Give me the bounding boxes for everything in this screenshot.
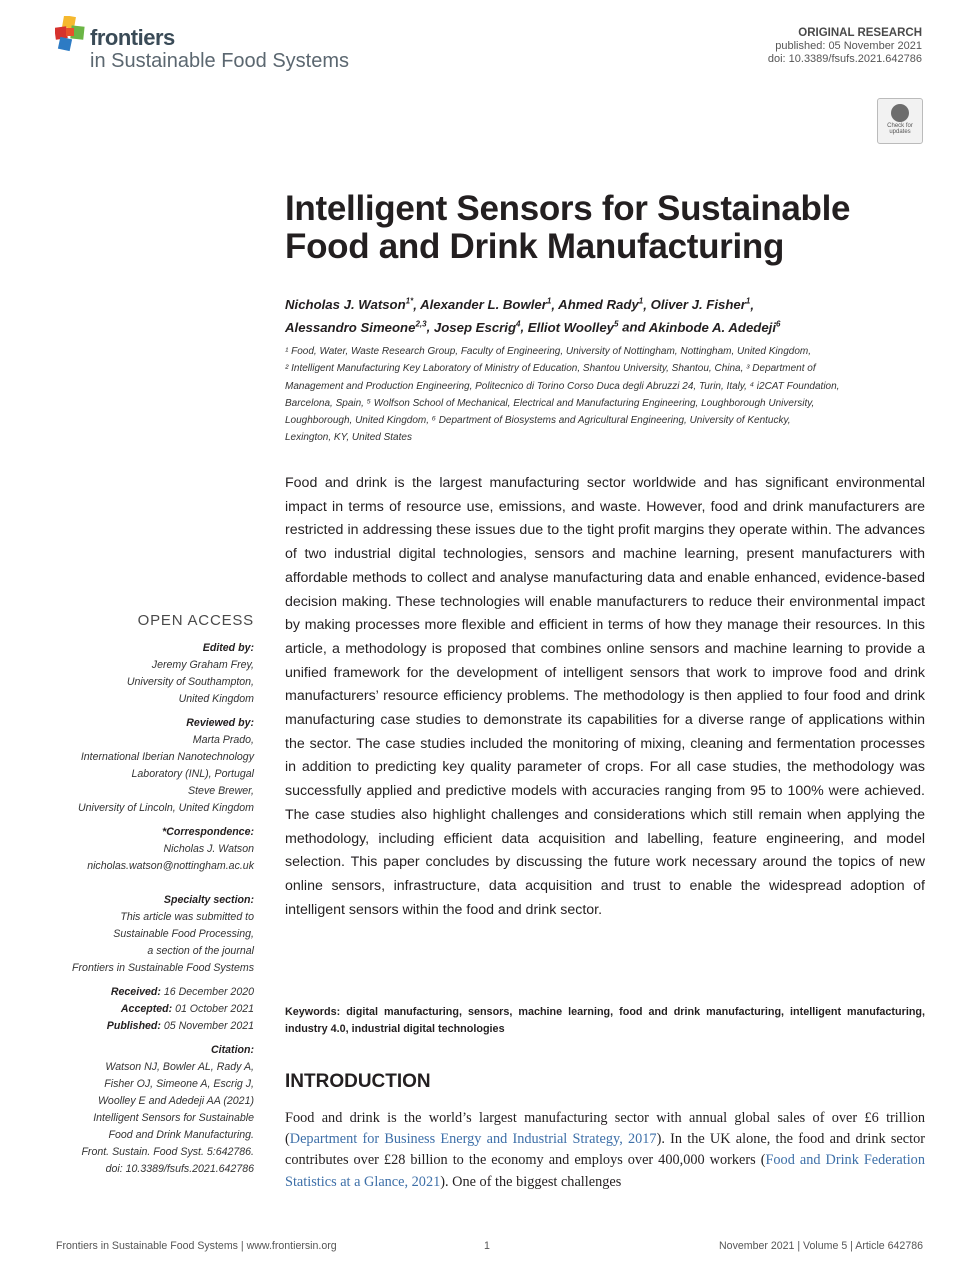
title-line: Intelligent Sensors for Sustainable bbox=[285, 189, 851, 228]
specialty-line: Sustainable Food Processing, bbox=[113, 928, 254, 940]
author-list: Nicholas J. Watson$^{1*}$, Alexander L. Bowler$^1$, Ahmed Rady$^1$, Oliver J. Fisher$^1$, Alessandro Simeone$^{2,3}$, Josep Escrig$^4$, Elliot Woolley$^5$ and Akinbode A. Adedeji$^6$ bbox=[285, 297, 781, 335]
editor-line: Jeremy Graham Frey, bbox=[151, 659, 254, 671]
published-date: published: 05 November 2021 bbox=[775, 40, 922, 52]
article-doi[interactable]: doi: 10.3389/fsufs.2021.642786 bbox=[767, 53, 922, 65]
affiliation-line: Loughborough, United Kingdom, ⁶ Department of Biosystems and Agricultural Engineering, University of Kentucky, bbox=[285, 415, 791, 427]
title-line: Food and Drink Manufacturing bbox=[285, 227, 785, 266]
intro-paragraph: Food and drink is the world’s largest manufacturing sector with annual global sales of over £6 trillion (Department for Business Energy and Industrial Strategy, 2017). In the UK alone, the food and drink sector contributes over £28 billion to the economy and employs over 400,000 workers (Food and Drink Federation Statistics at a Glance, 2021). One of the biggest challenges bbox=[285, 1110, 925, 1190]
journal-name: in Sustainable Food Systems bbox=[90, 50, 350, 72]
correspondence-name: Nicholas J. Watson bbox=[163, 843, 254, 855]
correspondence-email[interactable]: nicholas.watson@nottingham.ac.uk bbox=[87, 860, 254, 872]
page-number: 1 bbox=[484, 1240, 490, 1252]
article-sidebar bbox=[40, 612, 254, 1178]
article-title bbox=[285, 190, 925, 266]
author[interactable]: Oliver J. Fisher$^1$ bbox=[650, 297, 751, 313]
author[interactable]: Alessandro Simeone$^{2,3}$ bbox=[285, 319, 427, 335]
affiliation-line: Management and Production Engineering, Politecnico di Torino Corso Duca degli Abruzzi 24, Turin, Italy, ⁴ i2CAT Foundation, bbox=[285, 380, 840, 392]
editor-line: University of Southampton, bbox=[126, 676, 254, 688]
affiliations bbox=[285, 343, 925, 447]
reviewed-by-label: Reviewed by: bbox=[186, 717, 254, 729]
affiliation-line: Lexington, KY, United States bbox=[285, 432, 412, 444]
citation-link[interactable]: Department for Business Energy and Industrial Strategy, 2017 bbox=[289, 1131, 657, 1148]
reviewer-line: Marta Prado, bbox=[192, 734, 254, 746]
specialty-line: Frontiers in Sustainable Food Systems bbox=[72, 962, 254, 974]
reviewer-line: Steve Brewer, bbox=[188, 785, 254, 797]
author[interactable]: Nicholas J. Watson$^{1*}$ bbox=[285, 297, 414, 313]
citation-link[interactable]: Food and Drink Federation Statistics at a Glance, 2021 bbox=[285, 1152, 925, 1190]
citation-line: Woolley E and Adedeji AA (2021) bbox=[97, 1095, 254, 1107]
author[interactable]: Elliot Woolley$^5$ bbox=[527, 319, 619, 335]
keywords-list: digital manufacturing, sensors, machine learning, food and drink manufacturing, intelligent manufacturing, industry 4.0, industrial digital technologies bbox=[285, 1006, 926, 1035]
open-access-label: OPEN ACCESS bbox=[137, 612, 254, 629]
received-date: Received: 16 December 2020 bbox=[110, 986, 254, 998]
check-updates-label-2: updates bbox=[889, 129, 911, 135]
keywords bbox=[285, 1004, 925, 1038]
update-icon bbox=[891, 104, 909, 122]
specialty-line: a section of the journal bbox=[147, 945, 254, 957]
citation-line[interactable]: doi: 10.3389/fsufs.2021.642786 bbox=[105, 1163, 254, 1175]
author[interactable]: Akinbode A. Adedeji$^6$ bbox=[648, 319, 781, 335]
citation-line: Front. Sustain. Food Syst. 5:642786. bbox=[81, 1146, 254, 1158]
reviewer-line: Laboratory (INL), Portugal bbox=[131, 768, 254, 780]
frontiers-logo-icon bbox=[55, 16, 87, 52]
edited-by-label: Edited by: bbox=[202, 642, 254, 654]
affiliation-line: ¹ Food, Water, Waste Research Group, Faculty of Engineering, University of Nottingham, Nottingham, United Kingdom, bbox=[285, 346, 811, 357]
citation-line: Intelligent Sensors for Sustainable bbox=[93, 1112, 254, 1124]
abstract: Food and drink is the largest manufacturing sector worldwide and has significant environmental impact in terms of resource use, emissions, and waste. However, food and drink manufacturers are restricted in addressing these issues due to the tight profit margins they operate within. The advances of two industrial digital technologies, sensors and machine learning, present manufacturers with affordable methods to collect and analyse manufacturing data and enable enhanced, evidence-based decision making. These technologies will enable manufacturers to reduce their environmental impact by making processes more flexible and efficient in terms of how they manage their resources. In this article, a methodology is proposed that combines online sensors and machine learning to provide a unified framework for the development of intelligent sensors that work to improve food and drink manufacturers’ resource efficiency problems. The methodology is then applied to four food and drink manufacturing case studies to demonstrate its capabilities for a diverse range of applications within the sector. The case studies included the monitoring of mixing, cleaning and fermentation processes in addition to predicting key quality parameter of crops. For all case studies, the methodology was successfully applied and predictive models with accuracies ranging from 95 to 100% were achieved. The case studies also highlight challenges and considerations which still remain when applying the methodology, including efficient data acquisition and labelling, feature engineering, and model selection. This paper concludes by discussing the future work necessary around the topics of new online sensors, infrastructure, data acquisition and trust to enable the widespread adoption of intelligent sensors within the food and drink sector. bbox=[285, 475, 925, 918]
author[interactable]: Ahmed Rady$^1$ bbox=[558, 297, 644, 313]
check-updates-label-1: Check for bbox=[887, 123, 913, 129]
check-for-updates-button[interactable] bbox=[877, 98, 923, 144]
affiliation-line: ² Intelligent Manufacturing Key Laboratory of Ministry of Education, Shantou University, Shantou, China, ³ Department of bbox=[285, 363, 816, 375]
logo-wordmark[interactable]: frontiers bbox=[90, 25, 175, 50]
correspondence-label: *Correspondence: bbox=[162, 826, 254, 838]
citation-line: Fisher OJ, Simeone A, Escrig J, bbox=[104, 1078, 254, 1090]
published-date-sidebar: Published: 05 November 2021 bbox=[106, 1020, 254, 1032]
citation-label: Citation: bbox=[211, 1044, 254, 1056]
footer-issue: November 2021 | Volume 5 | Article 642786 bbox=[719, 1240, 923, 1252]
article-type: ORIGINAL RESEARCH bbox=[798, 27, 922, 39]
reviewer-line: University of Lincoln, United Kingdom bbox=[77, 802, 254, 814]
reviewer-line: International Iberian Nanotechnology bbox=[80, 751, 254, 763]
affiliation-line: Barcelona, Spain, ⁵ Wolfson School of Mechanical, Electrical and Manufacturing Engineering, Loughborough University, bbox=[285, 397, 815, 409]
section-heading: INTRODUCTION bbox=[285, 1071, 431, 1092]
specialty-label: Specialty section: bbox=[163, 894, 254, 906]
citation-line: Watson NJ, Bowler AL, Rady A, bbox=[105, 1061, 254, 1073]
specialty-line: This article was submitted to bbox=[120, 911, 254, 923]
citation-line: Food and Drink Manufacturing. bbox=[108, 1129, 254, 1141]
author[interactable]: Josep Escrig$^4$ bbox=[433, 319, 521, 335]
author[interactable]: Alexander L. Bowler$^1$ bbox=[420, 297, 552, 313]
accepted-date: Accepted: 01 October 2021 bbox=[120, 1003, 254, 1015]
article-meta bbox=[768, 27, 922, 66]
editor-line: United Kingdom bbox=[178, 693, 254, 705]
footer-journal[interactable]: Frontiers in Sustainable Food Systems | www.frontiersin.org bbox=[56, 1240, 337, 1252]
keywords-label: Keywords: bbox=[285, 1006, 341, 1018]
